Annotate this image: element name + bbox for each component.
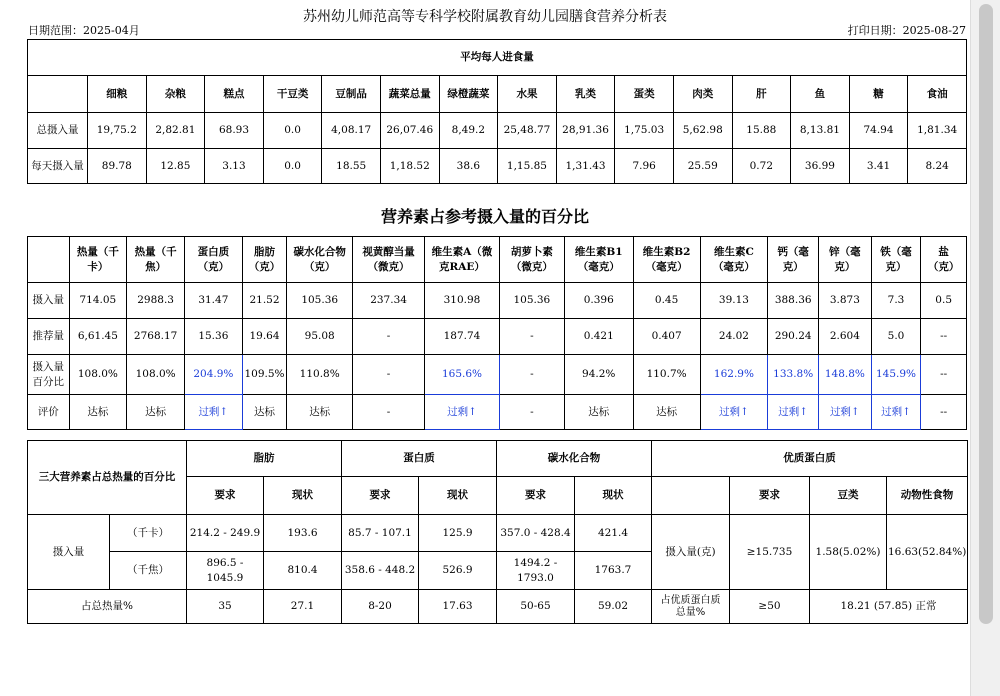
nutrient-cell: 2768.17: [127, 319, 185, 355]
nutrient-cell: 过剩↑: [184, 395, 242, 430]
kj-pro-cur: 526.9: [419, 552, 497, 590]
nutrient-cell: 237.34: [353, 283, 425, 319]
intake-cell: 1,31.43: [556, 149, 615, 184]
nutrient-col-header: [242, 237, 287, 283]
nutrient-row-label: 摄入量: [28, 283, 70, 319]
nutrient-col-header-line2: 克RAE）: [439, 260, 485, 273]
nutrient-cell: 3.873: [819, 283, 872, 319]
nutrient-col-header-line1: 维生素B2: [642, 246, 691, 259]
nutrient-col-header: [353, 237, 425, 283]
intake-cell: 3.13: [205, 149, 264, 184]
nutrient-col-header-line1: 蛋白质: [197, 246, 230, 259]
qp-animal-header: 动物性食物: [887, 477, 968, 515]
nutrient-col-header-line2: 焦）: [145, 260, 167, 273]
nutrient-cell: --: [921, 355, 967, 395]
nutrient-cell: -: [499, 395, 564, 430]
quality-protein-header: 优质蛋白质: [652, 441, 968, 477]
nutrient-col-header: [287, 237, 353, 283]
nutrient-cell: -: [499, 355, 564, 395]
intake-col-header: 干豆类: [263, 76, 322, 113]
nutrient-cell: 108.0%: [69, 355, 127, 395]
kcal-pro-cur: 125.9: [419, 515, 497, 552]
intake-cell: 2,82.81: [146, 113, 205, 149]
nutrient-cell: 0.396: [564, 283, 633, 319]
qp-pct-label: [652, 590, 730, 624]
nutrient-row-label: 评价: [28, 395, 70, 430]
intake-col-header: 豆制品: [322, 76, 381, 113]
intake-cell: 74.94: [849, 113, 908, 149]
nutrient-col-header-line2: （微克）: [367, 260, 410, 273]
intake-cell: 1,15.85: [498, 149, 557, 184]
nutrient-col-header: [700, 237, 768, 283]
qp-pct-req: ≥50: [730, 590, 810, 624]
nutrient-cell: -: [499, 319, 564, 355]
nutrient-col-header-line1: 钙（毫: [777, 246, 809, 259]
intake-cell: 8,49.2: [439, 113, 498, 149]
macro-table: [27, 440, 968, 624]
nutrient-cell: -: [353, 319, 425, 355]
nutrient-col-header-line1: 盐: [938, 246, 949, 259]
nutrient-col-header-line1: 锌（毫: [829, 246, 861, 259]
nutrient-cell: 达标: [69, 395, 127, 430]
intake-cell: 25.59: [673, 149, 732, 184]
intake-cell: 18.55: [322, 149, 381, 184]
nutrient-col-header-line1: 维生素B1: [574, 246, 623, 259]
kcal-pro-req: 85.7 - 107.1: [342, 515, 419, 552]
scrollbar-thumb[interactable]: [979, 4, 993, 624]
intake-cell: 0.72: [732, 149, 791, 184]
nutrient-col-header: [425, 237, 500, 283]
nutrient-col-header-line2: （克）: [197, 260, 230, 273]
intake-cell: 5,62.98: [673, 113, 732, 149]
nutrient-col-header-line2: （毫克）: [577, 260, 620, 273]
nutrient-cell: 94.2%: [564, 355, 633, 395]
nutrient-col-header-line2: 克）: [885, 260, 907, 273]
fat-req-header: 要求: [187, 477, 264, 515]
nutrient-cell: 105.36: [499, 283, 564, 319]
intake-col-header: 绿橙蔬菜: [439, 76, 498, 113]
nutrient-cell: 165.6%: [425, 355, 500, 395]
nutrient-cell: 达标: [633, 395, 700, 430]
nutrient-cell: 过剩↑: [425, 395, 500, 430]
nutrient-cell: 7.3: [871, 283, 921, 319]
intake-cell: 26,07.46: [380, 113, 439, 149]
qp-req: ≥15.735: [730, 515, 810, 590]
nutrient-cell: 19.64: [242, 319, 287, 355]
intake-cell: 1,18.52: [380, 149, 439, 184]
kj-carb-cur: 1763.7: [575, 552, 652, 590]
intake-cell: 12.85: [146, 149, 205, 184]
nutrient-col-header-line2: （克）: [927, 260, 960, 273]
nutrient-col-header-line2: （克）: [248, 260, 281, 273]
intake-col-header: 糖: [849, 76, 908, 113]
intake-cell: 8,13.81: [791, 113, 850, 149]
nutrient-col-header: [127, 237, 185, 283]
nutrient-cell: 108.0%: [127, 355, 185, 395]
qp-animal: 16.63(52.84%): [887, 515, 968, 590]
pct-pro-cur: 17.63: [419, 590, 497, 624]
intake-cell: 36.99: [791, 149, 850, 184]
nutrient-cell: 110.8%: [287, 355, 353, 395]
nutrient-cell: 39.13: [700, 283, 768, 319]
nutrient-cell: 5.0: [871, 319, 921, 355]
nutrient-cell: 21.52: [242, 283, 287, 319]
macro-title: 三大营养素占总热量的百分比: [28, 441, 187, 515]
nutrient-section-title: 营养素占参考摄入量的百分比: [380, 207, 589, 226]
intake-col-header: 鱼: [791, 76, 850, 113]
nutrient-col-header: [871, 237, 921, 283]
intake-cell: 89.78: [88, 149, 147, 184]
pct-pro-req: 8-20: [342, 590, 419, 624]
date-range: 日期范围：2025-04月: [28, 24, 140, 37]
intake-col-header: 糕点: [205, 76, 264, 113]
nutrient-cell: 714.05: [69, 283, 127, 319]
kcal-carb-cur: 421.4: [575, 515, 652, 552]
intake-col-header: 蔬菜总量: [380, 76, 439, 113]
nutrient-col-header-line2: 克）: [834, 260, 856, 273]
carb-header: 碳水化合物: [497, 441, 652, 477]
intake-col-header: 乳类: [556, 76, 615, 113]
nutrient-cell: 110.7%: [633, 355, 700, 395]
intake-cell: 25,48.77: [498, 113, 557, 149]
nutrient-table: [27, 236, 967, 430]
nutrient-col-header-line1: 胡萝卜素: [510, 246, 553, 259]
nutrient-col-header-line1: 视黄醇当量: [362, 246, 415, 259]
nutrient-col-header-line2: 克）: [782, 260, 804, 273]
intake-col-header: 水果: [498, 76, 557, 113]
nutrient-col-header-line2: （微克）: [510, 260, 553, 273]
qp-pct-label-line2: 总量%: [675, 606, 706, 618]
nutrient-cell: 204.9%: [184, 355, 242, 395]
nutrient-cell: 达标: [287, 395, 353, 430]
intake-cell: 3.41: [849, 149, 908, 184]
nutrient-cell: 388.36: [768, 283, 819, 319]
nutrient-cell: 过剩↑: [871, 395, 921, 430]
nutrient-row-label-line2: 百分比: [32, 375, 64, 388]
nutrient-col-header: [768, 237, 819, 283]
nutrient-col-header-line2: 卡）: [87, 260, 109, 273]
carb-req-header: 要求: [497, 477, 575, 515]
nutrient-cell: 过剩↑: [819, 395, 872, 430]
protein-req-header: 要求: [342, 477, 419, 515]
pct-fat-req: 35: [187, 590, 264, 624]
nutrient-cell: 达标: [242, 395, 287, 430]
pct-carb-cur: 59.02: [575, 590, 652, 624]
intake-row-label: 摄入量: [28, 515, 110, 590]
intake-cell: 1,75.03: [615, 113, 674, 149]
nutrient-cell: 0.5: [921, 283, 967, 319]
intake-col-header: 肝: [732, 76, 791, 113]
unit-kj: （千焦）: [110, 552, 187, 590]
intake-cell: 15.88: [732, 113, 791, 149]
nutrient-cell: 2988.3: [127, 283, 185, 319]
intake-table: [27, 39, 967, 184]
nutrient-cell: 达标: [564, 395, 633, 430]
nutrient-col-header-line1: 维生素C: [714, 246, 754, 259]
intake-col-header: 食油: [908, 76, 967, 113]
kcal-carb-req: 357.0 - 428.4: [497, 515, 575, 552]
nutrient-row-label: 推荐量: [28, 319, 70, 355]
nutrient-cell: 过剩↑: [768, 395, 819, 430]
nutrient-cell: 145.9%: [871, 355, 921, 395]
nutrient-col-header: [184, 237, 242, 283]
nutrient-corner: [28, 237, 70, 283]
nutrient-cell: 310.98: [425, 283, 500, 319]
nutrient-col-header: [69, 237, 127, 283]
nutrient-col-header-line1: 热量（千: [134, 246, 177, 259]
nutrient-cell: --: [921, 395, 967, 430]
protein-header: 蛋白质: [342, 441, 497, 477]
intake-table-title: 平均每人进食量: [28, 40, 967, 76]
intake-cell: 0.0: [263, 113, 322, 149]
qp-soy: 1.58(5.02%): [810, 515, 887, 590]
nutrient-col-header-line2: （毫克）: [645, 260, 688, 273]
intake-col-header: 蛋类: [615, 76, 674, 113]
report-title: 苏州幼儿师范高等专科学校附属教育幼儿园膳食营养分析表: [303, 9, 667, 25]
nutrient-cell: 109.5%: [242, 355, 287, 395]
fat-header: 脂肪: [187, 441, 342, 477]
qp-pct-label-line1: 占优质蛋白质: [660, 594, 721, 606]
intake-cell: 68.93: [205, 113, 264, 149]
intake-cell: 19,75.2: [88, 113, 147, 149]
nutrient-col-header: [633, 237, 700, 283]
protein-cur-header: 现状: [419, 477, 497, 515]
nutrient-col-header-line1: 维生素A（微: [431, 246, 493, 259]
nutrient-col-header: [499, 237, 564, 283]
intake-cell: 8.24: [908, 149, 967, 184]
nutrient-col-header: [921, 237, 967, 283]
nutrient-cell: 15.36: [184, 319, 242, 355]
intake-cell: 0.0: [263, 149, 322, 184]
pct-fat-cur: 27.1: [264, 590, 342, 624]
carb-cur-header: 现状: [575, 477, 652, 515]
nutrient-cell: 2.604: [819, 319, 872, 355]
qp-soy-header: 豆类: [810, 477, 887, 515]
nutrient-cell: 148.8%: [819, 355, 872, 395]
intake-cell: 28,91.36: [556, 113, 615, 149]
nutrient-cell: 31.47: [184, 283, 242, 319]
nutrient-cell: -: [353, 395, 425, 430]
intake-col-header: 肉类: [673, 76, 732, 113]
nutrient-col-header-line2: （毫克）: [712, 260, 755, 273]
kj-pro-req: 358.6 - 448.2: [342, 552, 419, 590]
nutrient-cell: 290.24: [768, 319, 819, 355]
qp-blank-header: [652, 477, 730, 515]
qp-req-header: 要求: [730, 477, 810, 515]
qp-intake-label: 摄入量(克): [652, 515, 730, 590]
nutrient-cell: 过剩↑: [700, 395, 768, 430]
kcal-fat-req: 214.2 - 249.9: [187, 515, 264, 552]
nutrient-cell: --: [921, 319, 967, 355]
intake-row-label: 总摄入量: [28, 113, 88, 149]
pct-row-label: 占总热量%: [28, 590, 187, 624]
kj-carb-req: 1494.2 - 1793.0: [497, 552, 575, 590]
qp-pct-cur: 18.21 (57.85) 正常: [810, 590, 968, 624]
print-date: 打印日期：2025-08-27: [847, 24, 966, 37]
intake-cell: 38.6: [439, 149, 498, 184]
nutrient-cell: 0.407: [633, 319, 700, 355]
nutrient-col-header-line1: 铁（毫: [880, 246, 912, 259]
nutrient-col-header: [819, 237, 872, 283]
nutrient-col-header-line1: 热量（千: [76, 246, 119, 259]
nutrient-cell: 105.36: [287, 283, 353, 319]
vertical-scrollbar[interactable]: [970, 0, 1000, 696]
nutrient-cell: 0.421: [564, 319, 633, 355]
intake-row-label: 每天摄入量: [28, 149, 88, 184]
nutrient-cell: 0.45: [633, 283, 700, 319]
kj-fat-cur: 810.4: [264, 552, 342, 590]
nutrient-cell: 达标: [127, 395, 185, 430]
intake-cell: 1,81.34: [908, 113, 967, 149]
kcal-fat-cur: 193.6: [264, 515, 342, 552]
nutrient-cell: -: [353, 355, 425, 395]
nutrient-col-header-line1: 碳水化合物: [293, 246, 346, 259]
pct-carb-req: 50-65: [497, 590, 575, 624]
intake-col-header: 杂粮: [146, 76, 205, 113]
nutrient-cell: 24.02: [700, 319, 768, 355]
nutrient-cell: 6,61.45: [69, 319, 127, 355]
intake-cell: 7.96: [615, 149, 674, 184]
unit-kcal: （千卡）: [110, 515, 187, 552]
fat-cur-header: 现状: [264, 477, 342, 515]
nutrient-row-label-line1: 摄入量: [32, 361, 64, 374]
intake-cell: 4,08.17: [322, 113, 381, 149]
nutrient-col-header-line1: 脂肪: [254, 246, 275, 259]
intake-col-header: 细粮: [88, 76, 147, 113]
nutrient-cell: 187.74: [425, 319, 500, 355]
nutrient-cell: 162.9%: [700, 355, 768, 395]
kj-fat-req: 896.5 - 1045.9: [187, 552, 264, 590]
nutrient-row-label: [28, 355, 70, 395]
nutrient-col-header-line2: （克）: [303, 260, 336, 273]
nutrient-cell: 133.8%: [768, 355, 819, 395]
intake-corner: [28, 76, 88, 113]
nutrient-col-header: [564, 237, 633, 283]
nutrient-cell: 95.08: [287, 319, 353, 355]
